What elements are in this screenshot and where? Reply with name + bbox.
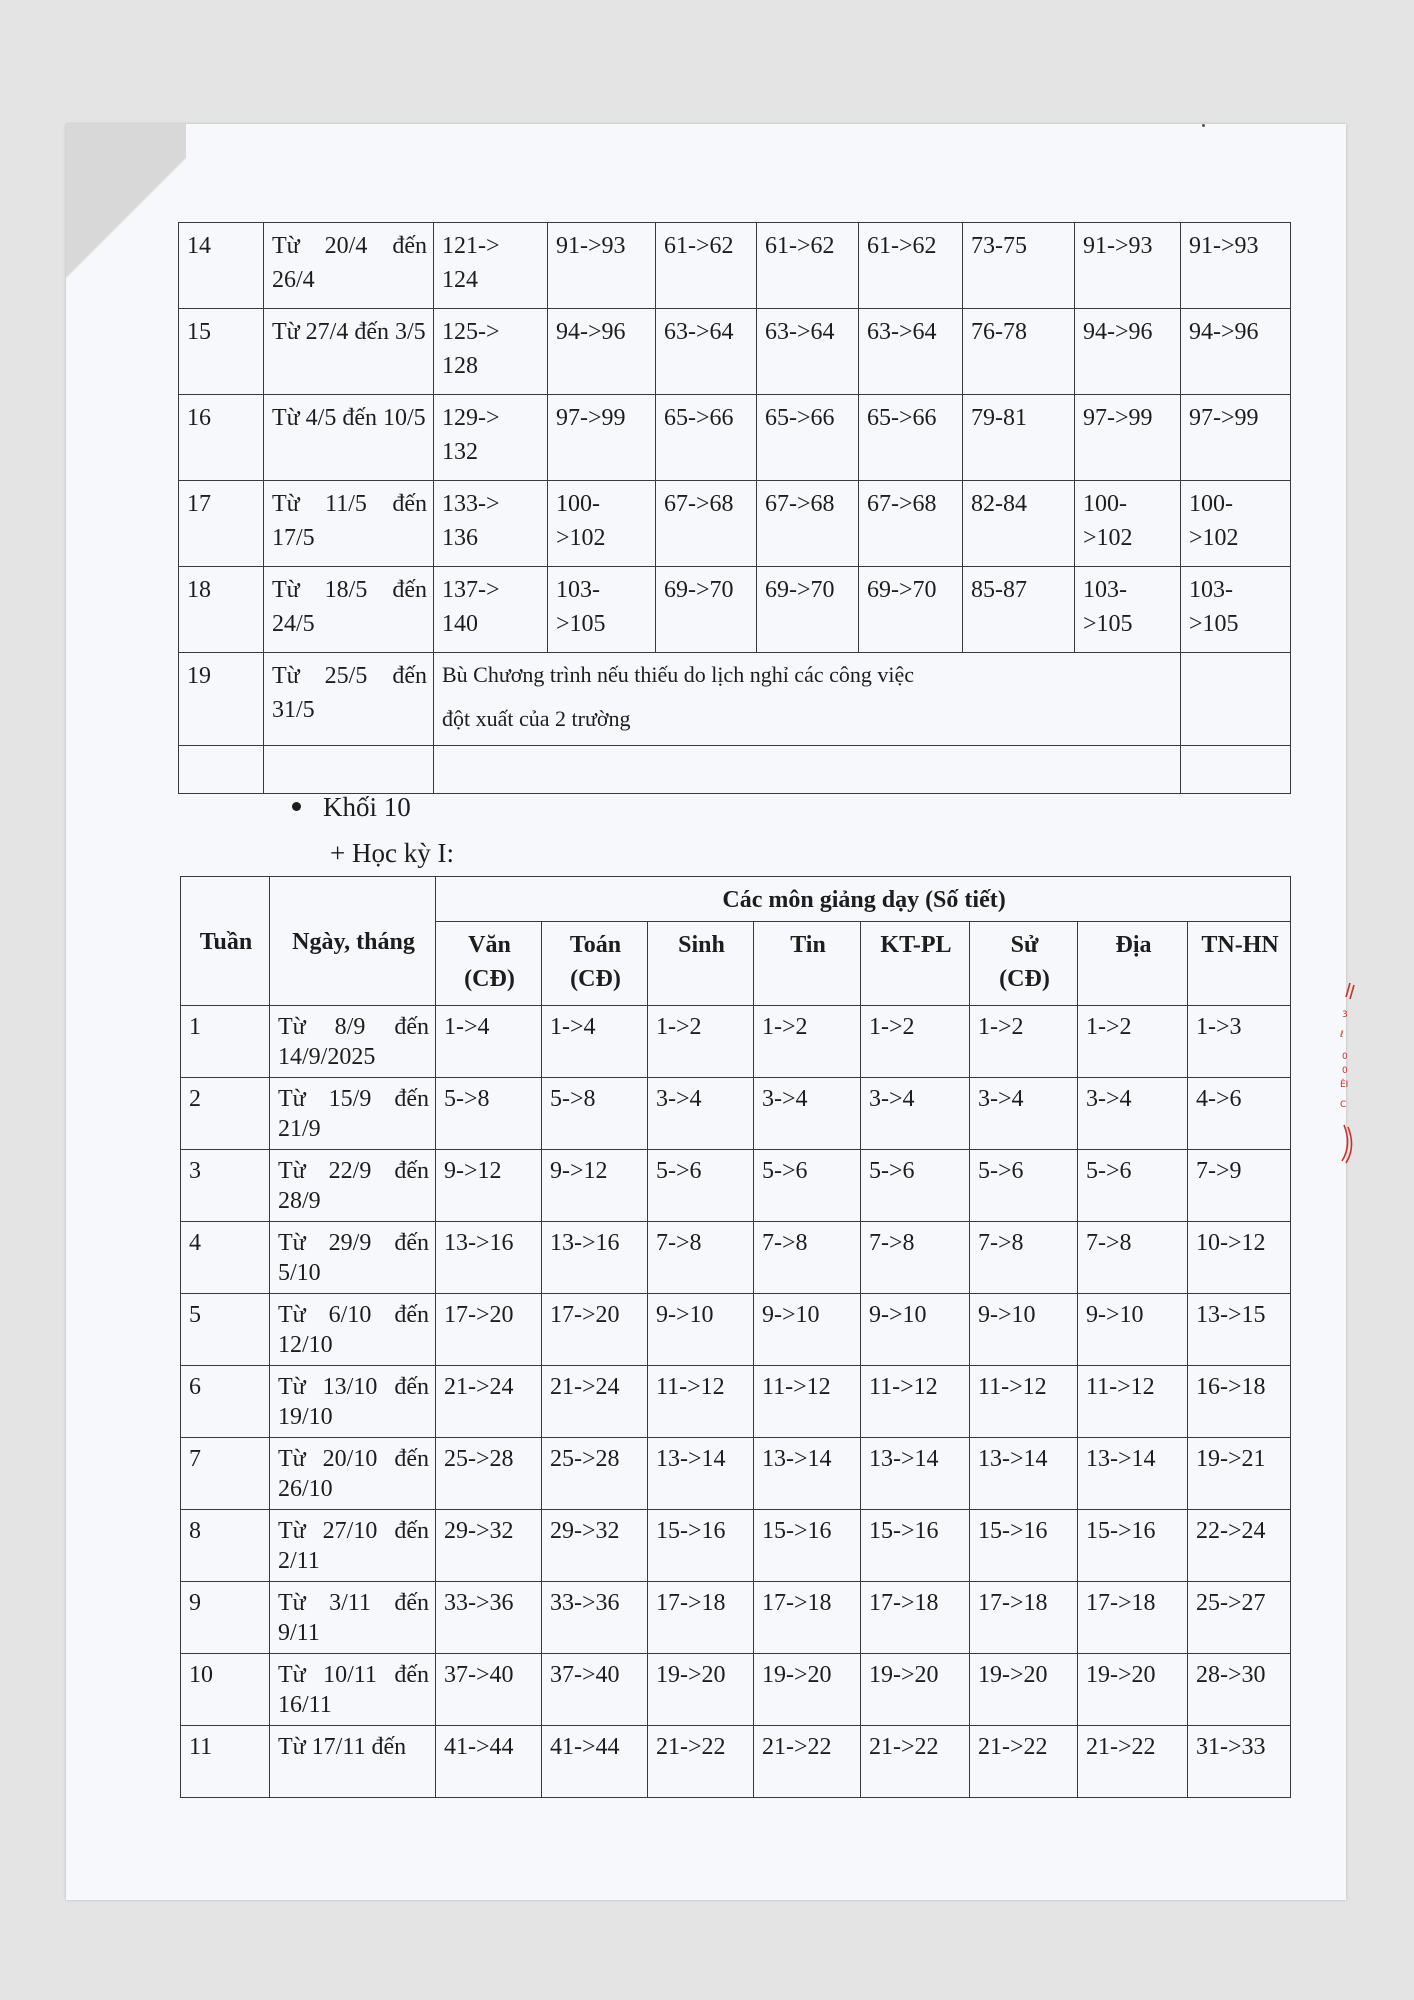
lesson-cell: 33->36: [436, 1582, 542, 1654]
subject-header: [1188, 922, 1291, 1006]
lesson-cell: 1->2: [648, 1006, 754, 1078]
lesson-cell: 17->18: [970, 1582, 1078, 1654]
lesson-cell: 129-> 132: [434, 395, 548, 481]
svg-text:0: 0: [1342, 1066, 1348, 1076]
date-cell: Từ 15/9 đến 21/9: [270, 1078, 436, 1150]
lesson-cell: 5->8: [436, 1078, 542, 1150]
date-cell: Từ 29/9 đến 5/10: [270, 1222, 436, 1294]
empty-cell: [179, 746, 264, 794]
date-cell: Từ 18/5 đến 24/5: [264, 567, 434, 653]
lesson-cell: 73-75: [963, 223, 1075, 309]
makeup-note-line2: đột xuất của 2 trường: [442, 706, 631, 731]
table-row: [181, 1078, 1291, 1150]
lesson-cell: 63->64: [757, 309, 859, 395]
lesson-cell: 69->70: [656, 567, 757, 653]
lesson-cell: 9->12: [542, 1150, 648, 1222]
week-cell: 6: [181, 1366, 270, 1438]
lesson-cell: 103- >105: [1181, 567, 1291, 653]
lesson-cell: 11->12: [1078, 1366, 1188, 1438]
week-cell: 14: [179, 223, 264, 309]
empty-cell: [264, 746, 434, 794]
bullet-icon: [292, 802, 301, 811]
subject-header: [754, 922, 861, 1006]
lesson-cell: 3->4: [754, 1078, 861, 1150]
paper-speck: [1202, 124, 1205, 127]
lesson-cell: 15->16: [970, 1510, 1078, 1582]
lesson-cell: 15->16: [754, 1510, 861, 1582]
lesson-cell: 103- >105: [548, 567, 656, 653]
subject-name: KT-PL: [880, 932, 952, 958]
table-row: [181, 1222, 1291, 1294]
lesson-cell: 97->99: [548, 395, 656, 481]
lesson-cell: 22->24: [1188, 1510, 1291, 1582]
lesson-cell: 67->68: [757, 481, 859, 567]
lesson-cell: 16->18: [1188, 1366, 1291, 1438]
lesson-cell: 100- >102: [1075, 481, 1181, 567]
subject-note: (CĐ): [464, 966, 515, 992]
lesson-cell: 5->6: [970, 1150, 1078, 1222]
lesson-cell: 94->96: [1075, 309, 1181, 395]
svg-text:ℓ: ℓ: [1340, 1030, 1344, 1040]
week-cell: 17: [179, 481, 264, 567]
lesson-cell: 103- >105: [1075, 567, 1181, 653]
lesson-cell: 61->62: [757, 223, 859, 309]
lesson-cell: 19->20: [1078, 1654, 1188, 1726]
lesson-cell: 61->62: [859, 223, 963, 309]
lesson-cell: 7->8: [648, 1222, 754, 1294]
date-cell: Từ 27/4 đến 3/5: [264, 309, 434, 395]
svg-text:3: 3: [1342, 1010, 1348, 1020]
lesson-cell: 125-> 128: [434, 309, 548, 395]
lesson-cell: 1->4: [542, 1006, 648, 1078]
lesson-cell: 133-> 136: [434, 481, 548, 567]
lesson-cell: 17->20: [436, 1294, 542, 1366]
lesson-cell: 91->93: [1075, 223, 1181, 309]
lesson-cell: 13->15: [1188, 1294, 1291, 1366]
lesson-cell: 63->64: [859, 309, 963, 395]
lesson-cell: 13->14: [754, 1438, 861, 1510]
table-row: [181, 1510, 1291, 1582]
lesson-cell: 28->30: [1188, 1654, 1291, 1726]
date-cell: Từ 4/5 đến 10/5: [264, 395, 434, 481]
lesson-cell: 37->40: [542, 1654, 648, 1726]
lesson-cell: 9->10: [1078, 1294, 1188, 1366]
lesson-cell: 1->2: [970, 1006, 1078, 1078]
grade-label: Khối 10: [323, 792, 411, 822]
lesson-cell: 7->8: [754, 1222, 861, 1294]
lesson-cell: 1->3: [1188, 1006, 1291, 1078]
empty-cell: [434, 746, 1181, 794]
lesson-cell: 67->68: [859, 481, 963, 567]
lesson-cell: 9->12: [436, 1150, 542, 1222]
lesson-cell: 61->62: [656, 223, 757, 309]
lesson-cell: 19->20: [861, 1654, 970, 1726]
lesson-cell: 19->20: [754, 1654, 861, 1726]
makeup-note-line1: Bù Chương trình nếu thiếu do lịch nghỉ các công việc: [442, 662, 915, 687]
lesson-cell: 19->21: [1188, 1438, 1291, 1510]
lesson-cell: 7->8: [861, 1222, 970, 1294]
table-row: [181, 1654, 1291, 1726]
lesson-cell: 13->16: [542, 1222, 648, 1294]
week-cell: 1: [181, 1006, 270, 1078]
table-row: [181, 1006, 1291, 1078]
lesson-cell: 65->66: [656, 395, 757, 481]
grade10-schedule-table: [180, 876, 1291, 1798]
schedule-table-continued: [178, 222, 1291, 794]
lesson-cell: 11->12: [754, 1366, 861, 1438]
header-subjects-group: Các môn giảng dạy (Số tiết): [436, 877, 1291, 922]
subject-header: [1078, 922, 1188, 1006]
semester-heading: + Học kỳ I:: [330, 838, 454, 868]
week-cell: 4: [181, 1222, 270, 1294]
lesson-cell: 1->4: [436, 1006, 542, 1078]
lesson-cell: 37->40: [436, 1654, 542, 1726]
week-cell: 9: [181, 1582, 270, 1654]
week-cell: 16: [179, 395, 264, 481]
svg-text:ÊI: ÊI: [1340, 1080, 1349, 1090]
lesson-cell: 13->14: [970, 1438, 1078, 1510]
lesson-cell: 3->4: [970, 1078, 1078, 1150]
lesson-cell: 7->8: [1078, 1222, 1188, 1294]
subject-header: [970, 922, 1078, 1006]
date-cell: Từ 11/5 đến 17/5: [264, 481, 434, 567]
lesson-cell: 21->24: [436, 1366, 542, 1438]
lesson-cell: 9->10: [754, 1294, 861, 1366]
lesson-cell: 25->28: [542, 1438, 648, 1510]
date-cell: Từ 25/5 đến 31/5: [264, 653, 434, 746]
week-cell: 7: [181, 1438, 270, 1510]
subject-name: Địa: [1115, 932, 1152, 958]
makeup-note-cell: [434, 653, 1181, 746]
date-cell: Từ 20/10 đến 26/10: [270, 1438, 436, 1510]
lesson-cell: 25->27: [1188, 1582, 1291, 1654]
lesson-cell: 82-84: [963, 481, 1075, 567]
lesson-cell: 21->24: [542, 1366, 648, 1438]
lesson-cell: 13->14: [1078, 1438, 1188, 1510]
table-row: [179, 223, 1291, 309]
date-cell: Từ 6/10 đến 12/10: [270, 1294, 436, 1366]
empty-cell: [1181, 746, 1291, 794]
table-row: [181, 1366, 1291, 1438]
subject-name: Sử: [1010, 932, 1039, 958]
week-cell: 3: [181, 1150, 270, 1222]
week-cell: 11: [181, 1726, 270, 1798]
lesson-cell: 5->6: [754, 1150, 861, 1222]
week-cell: 10: [181, 1654, 270, 1726]
lesson-cell: 15->16: [1078, 1510, 1188, 1582]
lesson-cell: 21->22: [648, 1726, 754, 1798]
lesson-cell: 100- >102: [548, 481, 656, 567]
lesson-cell: 85-87: [963, 567, 1075, 653]
lesson-cell: 1->2: [861, 1006, 970, 1078]
subject-name: Văn: [468, 932, 511, 958]
lesson-cell: 94->96: [548, 309, 656, 395]
table-row: [179, 395, 1291, 481]
lesson-cell: 9->10: [861, 1294, 970, 1366]
lesson-cell: 97->99: [1075, 395, 1181, 481]
table-row: [179, 653, 1291, 746]
lesson-cell: 137-> 140: [434, 567, 548, 653]
lesson-cell: 79-81: [963, 395, 1075, 481]
week-cell: 15: [179, 309, 264, 395]
week-cell: 19: [179, 653, 264, 746]
table-row: [179, 481, 1291, 567]
date-cell: Từ 8/9 đến 14/9/2025: [270, 1006, 436, 1078]
week-cell: 8: [181, 1510, 270, 1582]
lesson-cell: 11->12: [648, 1366, 754, 1438]
week-cell: 2: [181, 1078, 270, 1150]
subject-name: Toán: [569, 932, 622, 958]
svg-text:C: C: [1340, 1100, 1347, 1110]
week-cell: 5: [181, 1294, 270, 1366]
lesson-cell: 21->22: [861, 1726, 970, 1798]
lesson-cell: 10->12: [1188, 1222, 1291, 1294]
lesson-cell: 29->32: [436, 1510, 542, 1582]
lesson-cell: 65->66: [757, 395, 859, 481]
subject-name: TN-HN: [1201, 932, 1279, 958]
lesson-cell: 5->6: [648, 1150, 754, 1222]
lesson-cell: 1->2: [1078, 1006, 1188, 1078]
date-cell: Từ 22/9 đến 28/9: [270, 1150, 436, 1222]
table-row: [181, 1582, 1291, 1654]
lesson-cell: 7->8: [970, 1222, 1078, 1294]
lesson-cell: 19->20: [970, 1654, 1078, 1726]
lesson-cell: 3->4: [861, 1078, 970, 1150]
lesson-cell: 25->28: [436, 1438, 542, 1510]
subject-name: Tin: [790, 932, 826, 958]
lesson-cell: 17->18: [648, 1582, 754, 1654]
lesson-cell: 91->93: [1181, 223, 1291, 309]
date-cell: Từ 20/4 đến 26/4: [264, 223, 434, 309]
date-cell: Từ 3/11 đến 9/11: [270, 1582, 436, 1654]
grade10-schedule-body: [181, 1006, 1291, 1798]
lesson-cell: 13->14: [861, 1438, 970, 1510]
date-cell: Từ 13/10 đến 19/10: [270, 1366, 436, 1438]
lesson-cell: 41->44: [542, 1726, 648, 1798]
lesson-cell: 15->16: [861, 1510, 970, 1582]
date-cell: Từ 10/11 đến 16/11: [270, 1654, 436, 1726]
lesson-cell: 121-> 124: [434, 223, 548, 309]
subject-note: (CĐ): [570, 966, 621, 992]
header-week: Tuần: [181, 877, 270, 1006]
table-row: [181, 1294, 1291, 1366]
lesson-cell: 17->18: [861, 1582, 970, 1654]
lesson-cell: 9->10: [648, 1294, 754, 1366]
subject-header: [542, 922, 648, 1006]
lesson-cell: 7->9: [1188, 1150, 1291, 1222]
lesson-cell: 17->18: [1078, 1582, 1188, 1654]
grade-heading: [292, 790, 411, 824]
lesson-cell: 19->20: [648, 1654, 754, 1726]
lesson-cell: 3->4: [648, 1078, 754, 1150]
subject-header: [436, 922, 542, 1006]
lesson-cell: 5->6: [1078, 1150, 1188, 1222]
lesson-cell: 41->44: [436, 1726, 542, 1798]
lesson-cell: 31->33: [1188, 1726, 1291, 1798]
date-cell: Từ 27/10 đến 2/11: [270, 1510, 436, 1582]
lesson-cell: 13->16: [436, 1222, 542, 1294]
date-cell: Từ 17/11 đến: [270, 1726, 436, 1798]
table-row: [181, 1150, 1291, 1222]
lesson-cell: 63->64: [656, 309, 757, 395]
table-row: [179, 746, 1291, 794]
lesson-cell: 21->22: [970, 1726, 1078, 1798]
table-row: [179, 567, 1291, 653]
lesson-cell: 9->10: [970, 1294, 1078, 1366]
lesson-cell: 69->70: [859, 567, 963, 653]
lesson-cell: 4->6: [1188, 1078, 1291, 1150]
lesson-cell: 65->66: [859, 395, 963, 481]
lesson-cell: 5->8: [542, 1078, 648, 1150]
subject-header: [648, 922, 754, 1006]
lesson-cell: 15->16: [648, 1510, 754, 1582]
lesson-cell: 33->36: [542, 1582, 648, 1654]
table-row: [181, 1726, 1291, 1798]
lesson-cell: 11->12: [861, 1366, 970, 1438]
lesson-cell: 69->70: [757, 567, 859, 653]
lesson-cell: 100- >102: [1181, 481, 1291, 567]
lesson-cell: 21->22: [754, 1726, 861, 1798]
subject-note: (CĐ): [999, 966, 1050, 992]
lesson-cell: 67->68: [656, 481, 757, 567]
lesson-cell: 29->32: [542, 1510, 648, 1582]
lesson-cell: 5->6: [861, 1150, 970, 1222]
lesson-cell: 94->96: [1181, 309, 1291, 395]
lesson-cell: 97->99: [1181, 395, 1291, 481]
lesson-cell: 11->12: [970, 1366, 1078, 1438]
subject-name: Sinh: [678, 932, 725, 958]
header-date: Ngày, tháng: [270, 877, 436, 1006]
lesson-cell: 76-78: [963, 309, 1075, 395]
lesson-cell: 13->14: [648, 1438, 754, 1510]
lesson-cell: 1->2: [754, 1006, 861, 1078]
table-header-row: [181, 877, 1291, 922]
schedule-table-continued-body: [179, 223, 1291, 794]
week-cell: 18: [179, 567, 264, 653]
lesson-cell: 17->18: [754, 1582, 861, 1654]
svg-text:0: 0: [1342, 1052, 1348, 1062]
table-row: [181, 1438, 1291, 1510]
lesson-cell: 3->4: [1078, 1078, 1188, 1150]
lesson-cell: 21->22: [1078, 1726, 1188, 1798]
empty-cell: [1181, 653, 1291, 746]
subject-header: [861, 922, 970, 1006]
lesson-cell: 91->93: [548, 223, 656, 309]
table-row: [179, 309, 1291, 395]
lesson-cell: 17->20: [542, 1294, 648, 1366]
